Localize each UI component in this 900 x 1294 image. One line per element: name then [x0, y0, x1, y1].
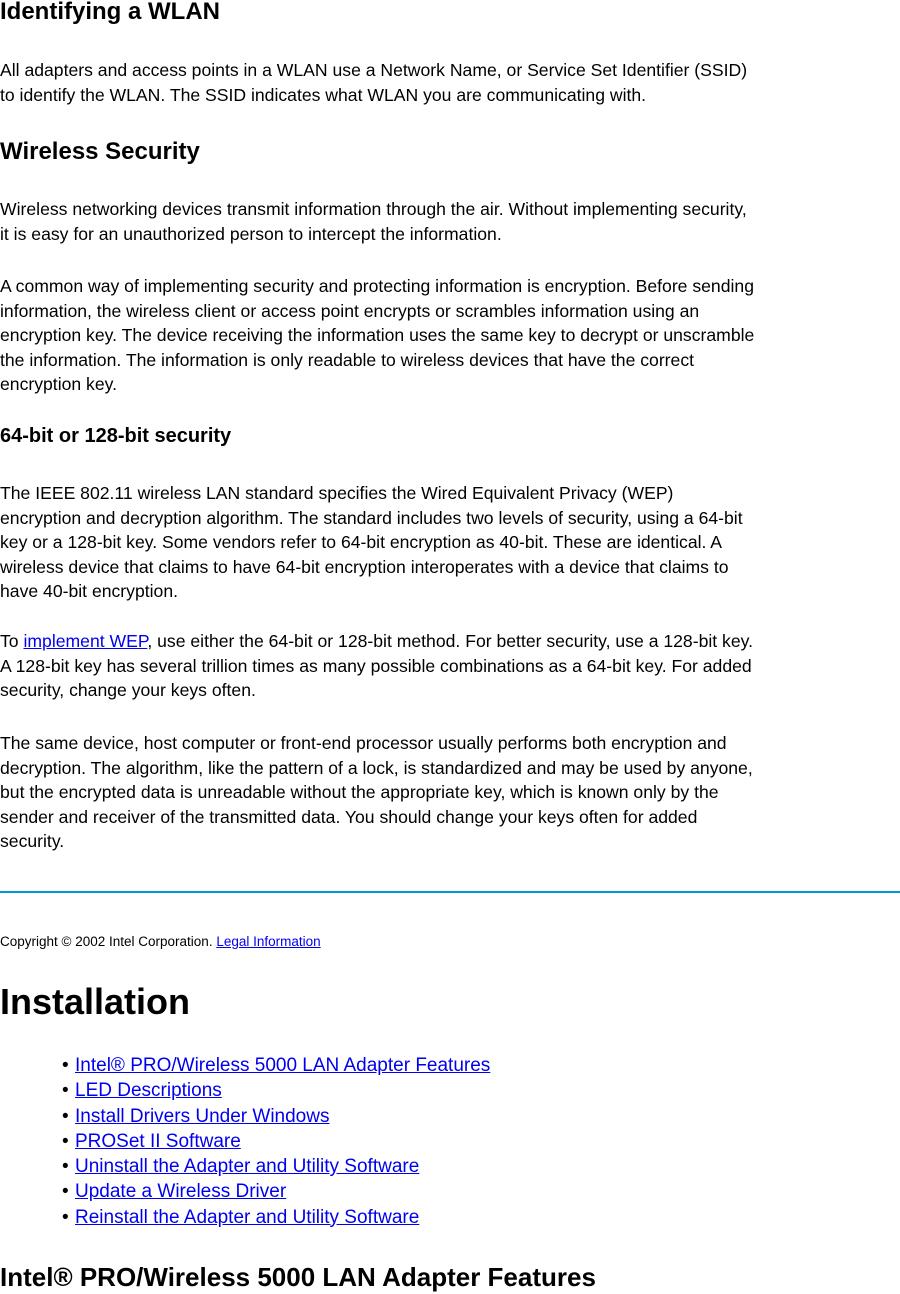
link-update-driver[interactable]: Update a Wireless Driver [75, 1181, 287, 1203]
text-line: wireless device that claims to have 64-bit encryption interoperates with a device that claims to [0, 556, 729, 577]
text-line: Wireless networking devices transmit information through the air. Without implementing security, [0, 199, 747, 219]
heading-wireless-security: Wireless Security [0, 138, 200, 165]
paragraph-ieee-wep [0, 481, 900, 604]
text-line: decryption. The algorithm, like the pattern of a lock, is standardized and may be used by anyone, [0, 757, 753, 778]
implement-wep-link[interactable]: implement WEP [23, 631, 148, 651]
bullet-icon: • [62, 1055, 69, 1076]
text-line: A common way of implementing security and protecting information is encryption. Before sending [0, 276, 754, 296]
heading-64-128-bit-security: 64-bit or 128-bit security [0, 425, 232, 447]
bullet-icon: • [62, 1156, 69, 1178]
link-install-drivers[interactable]: Install Drivers Under Windows [75, 1105, 330, 1127]
paragraph-wlan-ssid [0, 58, 900, 107]
legal-information-link[interactable]: Legal Information [216, 934, 321, 949]
text-prefix: To [0, 631, 24, 651]
text-line: the information. The information is only readable to wireless devices that have the correct [0, 349, 695, 370]
installation-link-list [0, 1053, 490, 1230]
heading-installation: Installation [0, 981, 191, 1022]
list-item [0, 1205, 490, 1230]
text-line: have 40-bit encryption. [0, 581, 178, 601]
list-item [0, 1129, 490, 1154]
text-line: The same device, host computer or front-end processor usually performs both encryption and [0, 733, 727, 753]
text-line: but the encrypted data is unreadable without the appropriate key, which is known only by the [0, 782, 719, 802]
text-line: security, change your keys often. [0, 680, 256, 700]
bullet-icon: • [62, 1130, 69, 1152]
link-proset-software[interactable]: PROSet II Software [75, 1130, 241, 1152]
bullet-icon: • [62, 1206, 69, 1228]
text-line: security. [0, 831, 65, 851]
heading-adapter-features: Intel® PRO/Wireless 5000 LAN Adapter Features [0, 1262, 596, 1292]
link-reinstall-adapter[interactable]: Reinstall the Adapter and Utility Software [75, 1206, 420, 1228]
link-adapter-features[interactable]: Intel® PRO/Wireless 5000 LAN Adapter Features [75, 1055, 491, 1076]
text-line: The IEEE 802.11 wireless LAN standard specifies the Wired Equivalent Privacy (WEP) [0, 483, 674, 503]
list-item [0, 1053, 490, 1078]
text-line: to identify the WLAN. The SSID indicates what WLAN you are communicating with. [0, 84, 647, 105]
list-item [0, 1078, 490, 1103]
copyright-text: Copyright © 2002 Intel Corporation. [0, 934, 217, 949]
text-line [0, 629, 900, 654]
list-item [0, 1179, 490, 1204]
bullet-icon: • [62, 1105, 69, 1127]
heading-identifying-wlan: Identifying a WLAN [0, 0, 220, 25]
text-line: encryption and decryption algorithm. The standard includes two levels of security, using a 64-bit [0, 507, 743, 528]
text-suffix: , use either the 64-bit or 128-bit method. For better security, use a 128-bit key. [147, 631, 754, 651]
text-line: sender and receiver of the transmitted data. You should change your keys often for added [0, 806, 698, 827]
paragraph-algorithm [0, 731, 900, 854]
list-item [0, 1154, 490, 1179]
text-line: A 128-bit key has several trillion times as many possible combinations as a 64-bit key. For added [0, 655, 752, 676]
link-uninstall-adapter[interactable]: Uninstall the Adapter and Utility Software [75, 1156, 420, 1178]
list-item [0, 1104, 490, 1129]
link-led-descriptions[interactable]: LED Descriptions [75, 1080, 222, 1102]
text-line: information, the wireless client or access point encrypts or scrambles information using an [0, 300, 700, 321]
text-line: key or a 128-bit key. Some vendors refer to 64-bit encryption as 40-bit. These are identical. A [0, 532, 723, 552]
horizontal-divider [0, 891, 900, 893]
paragraph-encryption [0, 274, 900, 397]
text-line: encryption key. The device receiving the information uses the same key to decrypt or unscramble [0, 325, 755, 345]
text-line: encryption key. [0, 374, 118, 394]
paragraph-security-intro [0, 197, 900, 246]
bullet-icon: • [62, 1181, 69, 1203]
paragraph-implement-wep [0, 629, 900, 703]
text-line: All adapters and access points in a WLAN use a Network Name, or Service Set Identifier (SSID) [0, 60, 748, 80]
copyright-footer [0, 933, 321, 951]
text-line: it is easy for an unauthorized person to intercept the information. [0, 223, 502, 244]
bullet-icon: • [62, 1080, 69, 1102]
